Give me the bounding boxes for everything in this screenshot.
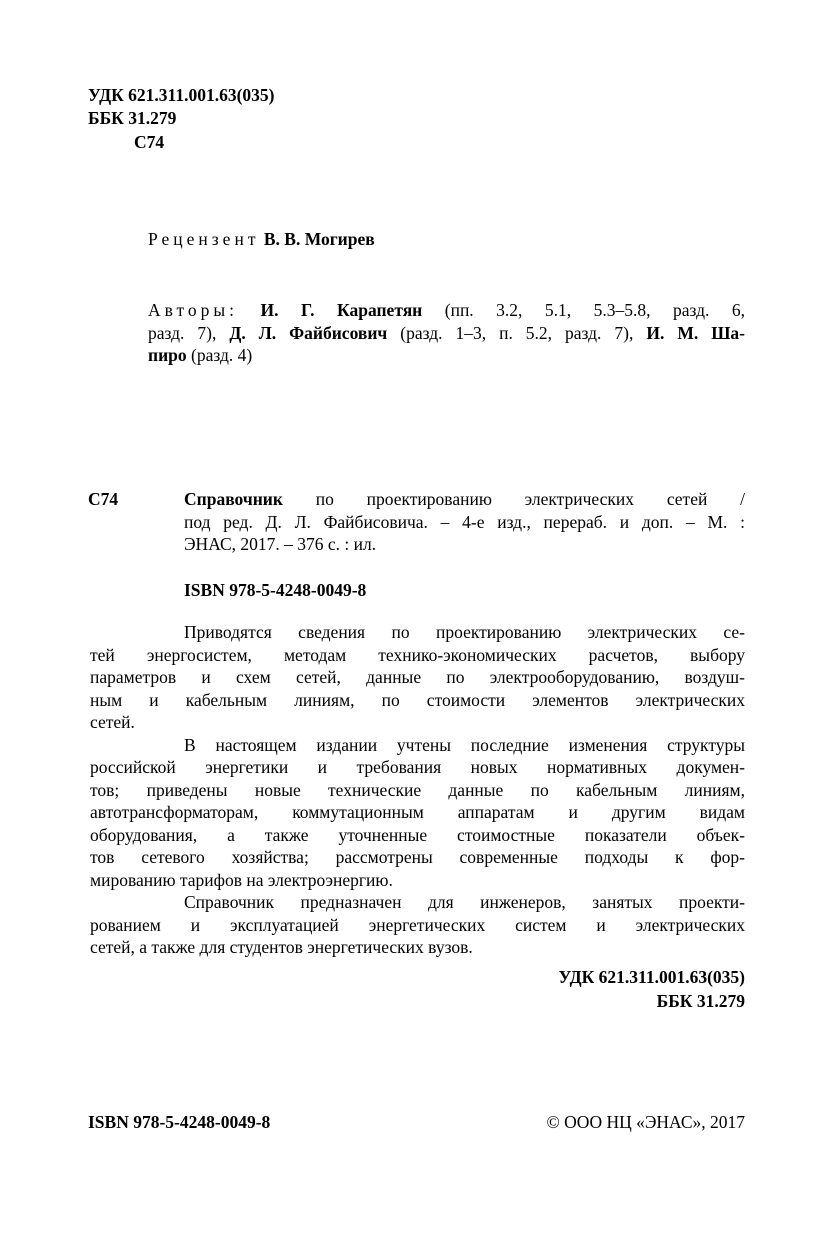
abstract-paragraph-3 (90, 891, 745, 959)
abstract-line: тей энергосистем, методам технико-экономических расчетов, выбору (90, 644, 745, 665)
author-1-name: И. Г. Карапетян (260, 300, 423, 320)
bib-line-1 (184, 488, 745, 511)
author-3-name-cont: пиро (148, 345, 187, 365)
abstract-line: оборудования, а также уточненные стоимостные показатели объек- (90, 824, 745, 845)
abstract-line: параметров и схем сетей, данные по электрооборудованию, воздуш- (90, 667, 745, 687)
authors-line-3 (148, 344, 745, 367)
abstract-line: Приводятся сведения по проектированию электрических се- (184, 622, 745, 642)
footer-isbn: ISBN 978-5-4248-0049-8 (88, 1112, 271, 1132)
bib-line-2: под ред. Д. Л. Файбисовича. – 4-е изд., перераб. и доп. – М. : (184, 511, 745, 532)
bbk-code-repeat: ББК 31.279 (656, 991, 745, 1011)
author-3-name: И. М. Ша- (646, 322, 745, 343)
isbn: ISBN 978-5-4248-0049-8 (184, 580, 367, 600)
abstract-paragraph-2 (90, 734, 745, 892)
author-2-parts: (разд. 1–3, п. 5.2, разд. 7), (400, 322, 634, 343)
abstract-line: сетей, а также для студентов энергетических вузов. (90, 937, 473, 957)
author-3-parts: (разд. 4) (191, 345, 253, 365)
reviewer-label: Рецензент (148, 229, 260, 249)
bbk-code: ББК 31.279 (88, 108, 177, 128)
abstract-line: сетей. (90, 712, 135, 732)
author-2-name: Д. Л. Файбисович (229, 322, 388, 343)
author-1-parts-cont: разд. 7), (148, 322, 217, 343)
reviewer-name: В. В. Могирев (263, 229, 375, 249)
authors-line-2 (148, 322, 745, 345)
authors-block (148, 299, 745, 367)
abstract-line: тов; приведены новые технические данные по кабельным линиям, (90, 779, 745, 800)
abstract-line: ным и кабельным линиям, по стоимости элементов электрических (90, 689, 745, 710)
abstract-line: российской энергетики и требования новых нормативных докумен- (90, 757, 745, 777)
bib-mark: С74 (88, 489, 119, 509)
author-mark: С74 (134, 132, 165, 152)
bib-description (184, 488, 745, 556)
authors-line-1 (148, 299, 745, 322)
abstract (90, 621, 745, 959)
copyright: © ООО НЦ «ЭНАС», 2017 (546, 1112, 745, 1132)
abstract-line: рованием и эксплуатацией энергетических систем и электрических (90, 914, 745, 935)
abstract-line: тов сетевого хозяйства; рассмотрены современные подходы к фор- (90, 847, 745, 867)
author-1-parts: (пп. 3.2, 5.1, 5.3–5.8, разд. 6, (444, 300, 746, 320)
udk-code: УДК 621.311.001.63(035) (88, 85, 275, 105)
abstract-paragraph-1 (90, 621, 745, 734)
abstract-line: мированию тарифов на электроэнергию. (90, 869, 393, 890)
authors-label: Авторы: (148, 300, 239, 320)
reviewer-line (148, 228, 375, 251)
bib-title: Справочник (184, 489, 283, 509)
udk-code-repeat: УДК 621.311.001.63(035) (558, 967, 745, 987)
abstract-line: Справочник предназначен для инженеров, занятых проекти- (184, 892, 745, 912)
bib-line-3: ЭНАС, 2017. – 376 с. : ил. (184, 534, 377, 554)
abstract-line: автотрансформаторам, коммутационным аппаратам и другим видам (90, 802, 745, 822)
abstract-line: В настоящем издании учтены последние изменения структуры (184, 734, 745, 755)
bib-line-1-rest: по проектированию электрических сетей / (315, 489, 745, 509)
